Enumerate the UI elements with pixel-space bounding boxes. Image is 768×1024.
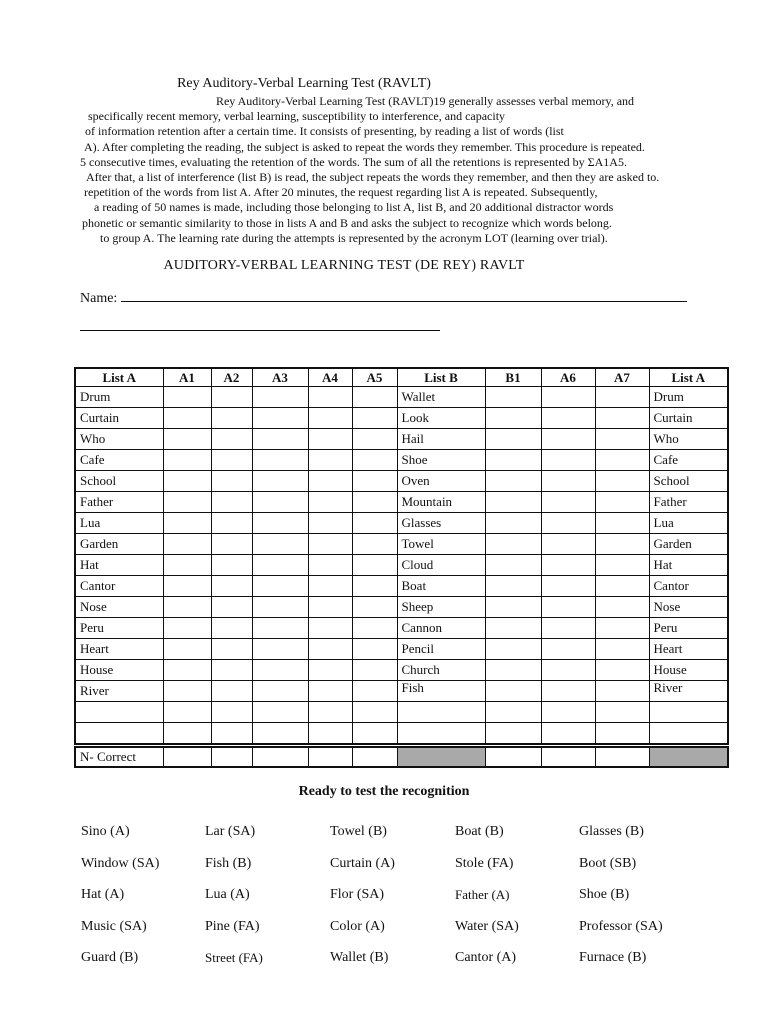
answer-cell[interactable] xyxy=(163,492,211,513)
recognition-word: Curtain (A) xyxy=(330,855,395,871)
answer-cell[interactable] xyxy=(485,639,541,660)
answer-cell[interactable] xyxy=(595,471,649,492)
table-row xyxy=(75,387,728,408)
list-a-repeat-word: Who xyxy=(649,429,728,450)
answer-cell[interactable] xyxy=(595,639,649,660)
correct-label: N- Correct xyxy=(75,747,163,767)
recognition-word: Flor (SA) xyxy=(330,887,385,902)
answer-cell[interactable] xyxy=(252,408,308,429)
answer-cell[interactable] xyxy=(541,471,595,492)
column-header: List A xyxy=(649,368,728,387)
answer-cell[interactable] xyxy=(211,450,252,471)
list-a-repeat-word: Father xyxy=(649,492,728,513)
answer-cell[interactable] xyxy=(541,534,595,555)
answer-cell[interactable] xyxy=(75,702,163,723)
answer-cell[interactable] xyxy=(308,639,352,660)
list-a-word: Garden xyxy=(75,534,163,555)
table-row xyxy=(75,597,728,618)
answer-cell[interactable] xyxy=(163,681,211,702)
list-b-word: Glasses xyxy=(397,513,485,534)
answer-cell[interactable] xyxy=(352,492,397,513)
answer-cell[interactable] xyxy=(308,429,352,450)
answer-cell[interactable] xyxy=(308,723,352,745)
answer-cell[interactable] xyxy=(352,513,397,534)
answer-cell[interactable] xyxy=(541,387,595,408)
intro-line: phonetic or semantic similarity to those in lists A and B and asks the subject to recognize which words belong. xyxy=(82,215,612,230)
answer-cell[interactable] xyxy=(352,471,397,492)
answer-cell[interactable] xyxy=(252,492,308,513)
answer-cell[interactable] xyxy=(595,597,649,618)
answer-cell[interactable] xyxy=(252,639,308,660)
column-header: A7 xyxy=(595,368,649,387)
answer-cell[interactable] xyxy=(352,660,397,681)
answer-cell[interactable] xyxy=(308,534,352,555)
answer-cell[interactable] xyxy=(595,408,649,429)
answer-cell[interactable] xyxy=(595,387,649,408)
list-a-repeat-word: Heart xyxy=(649,639,728,660)
recognition-word: Pine (FA) xyxy=(205,918,260,934)
answer-cell[interactable] xyxy=(163,534,211,555)
list-a-repeat-word: Garden xyxy=(649,534,728,555)
answer-cell[interactable] xyxy=(308,660,352,681)
answer-cell[interactable] xyxy=(541,723,595,745)
name-label: Name: xyxy=(80,291,118,306)
answer-cell[interactable] xyxy=(163,723,211,745)
answer-cell[interactable] xyxy=(163,555,211,576)
answer-cell[interactable] xyxy=(485,492,541,513)
table-row xyxy=(75,492,728,513)
list-b-word: Sheep xyxy=(397,597,485,618)
table-row xyxy=(75,723,728,745)
answer-cell[interactable] xyxy=(352,408,397,429)
list-a-repeat-word: House xyxy=(649,660,728,681)
list-a-repeat-word: Hat xyxy=(649,555,728,576)
answer-cell[interactable] xyxy=(485,576,541,597)
answer-cell[interactable] xyxy=(541,618,595,639)
list-b-word: Hail xyxy=(397,429,485,450)
answer-cell[interactable] xyxy=(211,681,252,702)
recognition-row xyxy=(81,856,721,888)
recognition-word: Father (A) xyxy=(455,887,510,902)
intro-line: a reading of 50 names is made, including those belonging to list A, list B, and 20 additional distractor words xyxy=(94,200,614,215)
recognition-word: Hat (A) xyxy=(81,887,125,902)
answer-cell[interactable] xyxy=(308,471,352,492)
correct-row xyxy=(75,747,728,767)
correct-cell-a7[interactable] xyxy=(595,747,649,767)
correct-cell-a4[interactable] xyxy=(308,747,352,767)
list-b-word: Mountain xyxy=(397,492,485,513)
answer-cell[interactable] xyxy=(595,660,649,681)
answer-cell[interactable] xyxy=(252,534,308,555)
column-header: B1 xyxy=(485,368,541,387)
table-row xyxy=(75,513,728,534)
intro-line: Rey Auditory-Verbal Learning Test (RAVLT)19 generally assesses verbal memory, and xyxy=(215,94,635,108)
answer-cell[interactable] xyxy=(252,702,308,723)
answer-cell[interactable] xyxy=(485,597,541,618)
document-title: Rey Auditory-Verbal Learning Test (RAVLT) xyxy=(177,76,431,91)
intro-line: of information retention after a certain time. It consists of presenting, by reading a list of words (list xyxy=(85,124,564,139)
list-b-word: Cannon xyxy=(397,618,485,639)
correct-cell-a5[interactable] xyxy=(352,747,397,767)
answer-cell[interactable] xyxy=(595,534,649,555)
answer-cell[interactable] xyxy=(541,492,595,513)
recognition-word: Street (FA) xyxy=(205,950,263,965)
answer-cell[interactable] xyxy=(211,597,252,618)
recognition-word: Shoe (B) xyxy=(579,887,630,902)
answer-cell[interactable] xyxy=(541,681,595,702)
answer-cell[interactable] xyxy=(211,639,252,660)
answer-cell[interactable] xyxy=(163,408,211,429)
list-b-word: Church xyxy=(397,660,485,681)
list-b-word: Boat xyxy=(397,576,485,597)
list-a-repeat-word: Peru xyxy=(649,618,728,639)
answer-cell[interactable] xyxy=(308,597,352,618)
list-a-word: Lua xyxy=(75,513,163,534)
answer-cell[interactable] xyxy=(211,723,252,745)
answer-cell[interactable] xyxy=(397,702,485,723)
list-b-word: Towel xyxy=(397,534,485,555)
correct-count-table xyxy=(74,746,729,768)
answer-cell[interactable] xyxy=(352,681,397,702)
recognition-row xyxy=(81,919,721,951)
table-row xyxy=(75,534,728,555)
answer-cell[interactable] xyxy=(211,534,252,555)
recognition-word-grid xyxy=(81,824,721,982)
answer-cell[interactable] xyxy=(541,408,595,429)
column-header: A6 xyxy=(541,368,595,387)
table-row xyxy=(75,429,728,450)
answer-cell[interactable] xyxy=(252,450,308,471)
table-row xyxy=(75,450,728,471)
answer-cell[interactable] xyxy=(485,681,541,702)
table-row xyxy=(75,702,728,723)
answer-cell[interactable] xyxy=(595,450,649,471)
table-row xyxy=(75,576,728,597)
answer-cell[interactable] xyxy=(595,618,649,639)
list-b-word: Fish xyxy=(397,681,485,702)
answer-cell[interactable] xyxy=(163,639,211,660)
answer-cell[interactable] xyxy=(252,513,308,534)
correct-cell-a3[interactable] xyxy=(252,747,308,767)
answer-cell[interactable] xyxy=(308,387,352,408)
table-row xyxy=(75,471,728,492)
answer-cell[interactable] xyxy=(308,450,352,471)
answer-cell[interactable] xyxy=(252,660,308,681)
recognition-word: Cantor (A) xyxy=(455,950,517,965)
answer-cell[interactable] xyxy=(352,429,397,450)
answer-cell[interactable] xyxy=(595,555,649,576)
recognition-word: Glasses (B) xyxy=(579,824,644,839)
answer-cell[interactable] xyxy=(211,408,252,429)
column-header: List B xyxy=(397,368,485,387)
answer-cell[interactable] xyxy=(352,597,397,618)
list-a-word: House xyxy=(75,660,163,681)
answer-cell[interactable] xyxy=(163,387,211,408)
recognition-row xyxy=(81,824,721,856)
answer-cell[interactable] xyxy=(541,639,595,660)
answer-cell[interactable] xyxy=(308,408,352,429)
recognition-word: Lar (SA) xyxy=(205,824,256,839)
intro-line: 5 consecutive times, evaluating the retention of the words. The sum of all the retentions is represented by ΣA1A5. xyxy=(80,154,627,169)
name-field[interactable] xyxy=(80,291,687,307)
table-header-row xyxy=(75,368,728,387)
answer-cell[interactable] xyxy=(308,513,352,534)
answer-cell[interactable] xyxy=(595,681,649,702)
intro-line: After that, a list of interference (list B) is read, the subject repeats the words they remember, and then they are asked to. xyxy=(86,170,660,185)
answer-cell[interactable] xyxy=(595,513,649,534)
list-a-word: Hat xyxy=(75,555,163,576)
recognition-row xyxy=(81,950,721,982)
list-b-word: Shoe xyxy=(397,450,485,471)
recognition-word: Guard (B) xyxy=(81,950,139,965)
list-a-word: Cafe xyxy=(75,450,163,471)
answer-cell[interactable] xyxy=(352,639,397,660)
answer-cell[interactable] xyxy=(211,618,252,639)
column-header: A3 xyxy=(252,368,308,387)
recognition-word: Lua (A) xyxy=(205,887,250,902)
form-title: AUDITORY-VERBAL LEARNING TEST (DE REY) RAVLT xyxy=(163,258,525,273)
answer-cell[interactable] xyxy=(163,660,211,681)
correct-cell-a6[interactable] xyxy=(541,747,595,767)
answer-cell[interactable] xyxy=(211,492,252,513)
answer-cell[interactable] xyxy=(352,450,397,471)
list-a-repeat-word: Nose xyxy=(649,597,728,618)
list-a-word: School xyxy=(75,471,163,492)
answer-cell[interactable] xyxy=(595,492,649,513)
correct-cell-a1[interactable] xyxy=(163,747,211,767)
answer-cell[interactable] xyxy=(308,492,352,513)
list-b-word: Wallet xyxy=(397,387,485,408)
answer-cell[interactable] xyxy=(211,429,252,450)
correct-cell-a2[interactable] xyxy=(211,747,252,767)
recognition-row xyxy=(81,887,721,919)
list-a-word: River xyxy=(75,681,163,702)
answer-cell[interactable] xyxy=(541,429,595,450)
table-row xyxy=(75,660,728,681)
answer-cell[interactable] xyxy=(163,450,211,471)
list-a-repeat-word: River xyxy=(649,681,728,702)
intro-line: A). After completing the reading, the subject is asked to repeat the words they remember. This procedure is repeated. xyxy=(84,139,645,154)
answer-cell[interactable] xyxy=(541,702,595,723)
answer-cell[interactable] xyxy=(541,660,595,681)
answer-cell[interactable] xyxy=(252,555,308,576)
recognition-word: Boot (SB) xyxy=(579,855,637,871)
answer-cell[interactable] xyxy=(485,429,541,450)
list-a-word: Heart xyxy=(75,639,163,660)
recognition-word: Towel (B) xyxy=(330,824,387,839)
answer-cell[interactable] xyxy=(163,618,211,639)
list-a-word: Nose xyxy=(75,597,163,618)
recognition-word: Professor (SA) xyxy=(579,918,663,934)
answer-cell[interactable] xyxy=(485,387,541,408)
recognition-word: Sino (A) xyxy=(81,824,130,839)
answer-cell[interactable] xyxy=(485,471,541,492)
recognition-word: Wallet (B) xyxy=(330,950,389,965)
answer-cell[interactable] xyxy=(352,618,397,639)
table-row xyxy=(75,618,728,639)
recognition-title: Ready to test the recognition xyxy=(298,784,470,799)
answer-cell[interactable] xyxy=(163,576,211,597)
table-row xyxy=(75,639,728,660)
list-b-word: Cloud xyxy=(397,555,485,576)
correct-cell-b1[interactable] xyxy=(485,747,541,767)
answer-cell[interactable] xyxy=(485,723,541,745)
column-header: A2 xyxy=(211,368,252,387)
answer-cell[interactable] xyxy=(541,576,595,597)
answer-cell[interactable] xyxy=(308,576,352,597)
answer-cell[interactable] xyxy=(211,513,252,534)
answer-cell[interactable] xyxy=(308,555,352,576)
answer-cell[interactable] xyxy=(485,618,541,639)
column-header: A4 xyxy=(308,368,352,387)
answer-cell[interactable] xyxy=(163,429,211,450)
answer-cell[interactable] xyxy=(649,723,728,745)
answer-cell[interactable] xyxy=(352,555,397,576)
answer-cell[interactable] xyxy=(308,618,352,639)
answer-cell[interactable] xyxy=(595,702,649,723)
recognition-word: Music (SA) xyxy=(81,918,147,934)
answer-cell[interactable] xyxy=(352,576,397,597)
list-a-repeat-word: Curtain xyxy=(649,408,728,429)
answer-cell[interactable] xyxy=(252,723,308,745)
word-list-table xyxy=(74,367,729,745)
recognition-word: Water (SA) xyxy=(455,918,519,934)
answer-cell[interactable] xyxy=(649,702,728,723)
list-a-word: Cantor xyxy=(75,576,163,597)
list-a-word: Who xyxy=(75,429,163,450)
recognition-word: Stole (FA) xyxy=(455,855,514,871)
answer-cell[interactable] xyxy=(541,513,595,534)
answer-cell[interactable] xyxy=(352,702,397,723)
answer-cell[interactable] xyxy=(541,597,595,618)
answer-cell[interactable] xyxy=(541,555,595,576)
answer-cell[interactable] xyxy=(485,660,541,681)
recognition-word: Furnace (B) xyxy=(579,950,647,965)
correct-cell-shaded xyxy=(397,747,485,767)
intro-paragraph xyxy=(80,94,710,246)
answer-cell[interactable] xyxy=(308,702,352,723)
answer-cell[interactable] xyxy=(352,387,397,408)
list-a-repeat-word: Cafe xyxy=(649,450,728,471)
answer-cell[interactable] xyxy=(485,555,541,576)
answer-cell[interactable] xyxy=(541,450,595,471)
answer-cell[interactable] xyxy=(252,681,308,702)
list-b-word: Pencil xyxy=(397,639,485,660)
answer-cell[interactable] xyxy=(352,723,397,745)
answer-cell[interactable] xyxy=(252,597,308,618)
answer-cell[interactable] xyxy=(485,450,541,471)
answer-cell[interactable] xyxy=(211,702,252,723)
name-line[interactable] xyxy=(121,291,687,302)
answer-cell[interactable] xyxy=(211,555,252,576)
answer-cell[interactable] xyxy=(595,723,649,745)
list-a-repeat-word: School xyxy=(649,471,728,492)
name-line-2[interactable] xyxy=(80,330,440,331)
correct-cell-shaded xyxy=(649,747,728,767)
column-header: A1 xyxy=(163,368,211,387)
list-b-word: Look xyxy=(397,408,485,429)
answer-cell[interactable] xyxy=(485,702,541,723)
answer-cell[interactable] xyxy=(211,660,252,681)
answer-cell[interactable] xyxy=(252,387,308,408)
answer-cell[interactable] xyxy=(163,597,211,618)
recognition-word: Fish (B) xyxy=(205,855,252,871)
list-a-repeat-word: Lua xyxy=(649,513,728,534)
answer-cell[interactable] xyxy=(252,471,308,492)
recognition-word: Color (A) xyxy=(330,918,385,934)
recognition-word: Boat (B) xyxy=(455,824,504,839)
answer-cell[interactable] xyxy=(595,576,649,597)
column-header: A5 xyxy=(352,368,397,387)
list-a-word: Peru xyxy=(75,618,163,639)
answer-cell[interactable] xyxy=(397,723,485,745)
answer-cell[interactable] xyxy=(163,471,211,492)
list-a-word: Drum xyxy=(75,387,163,408)
answer-cell[interactable] xyxy=(252,618,308,639)
table-row xyxy=(75,408,728,429)
table-row xyxy=(75,681,728,702)
column-header: List A xyxy=(75,368,163,387)
answer-cell[interactable] xyxy=(75,723,163,745)
answer-cell[interactable] xyxy=(308,681,352,702)
table-row xyxy=(75,555,728,576)
intro-line: to group A. The learning rate during the attempts is represented by the acronym LOT (learning over trial). xyxy=(100,230,608,245)
answer-cell[interactable] xyxy=(352,534,397,555)
list-a-word: Father xyxy=(75,492,163,513)
intro-line: specifically recent memory, verbal learning, susceptibility to interference, and capacity xyxy=(88,109,506,124)
answer-cell[interactable] xyxy=(595,429,649,450)
list-a-repeat-word: Cantor xyxy=(649,576,728,597)
list-a-word: Curtain xyxy=(75,408,163,429)
answer-cell[interactable] xyxy=(485,408,541,429)
list-b-word: Oven xyxy=(397,471,485,492)
list-a-repeat-word: Drum xyxy=(649,387,728,408)
answer-cell[interactable] xyxy=(163,513,211,534)
answer-cell[interactable] xyxy=(485,534,541,555)
answer-cell[interactable] xyxy=(163,702,211,723)
answer-cell[interactable] xyxy=(252,429,308,450)
answer-cell[interactable] xyxy=(211,387,252,408)
answer-cell[interactable] xyxy=(211,576,252,597)
answer-cell[interactable] xyxy=(485,513,541,534)
intro-line: repetition of the words from list A. After 20 minutes, the request regarding list A is repeated. Subsequently, xyxy=(84,185,598,200)
answer-cell[interactable] xyxy=(211,471,252,492)
answer-cell[interactable] xyxy=(252,576,308,597)
recognition-word: Window (SA) xyxy=(81,855,160,871)
